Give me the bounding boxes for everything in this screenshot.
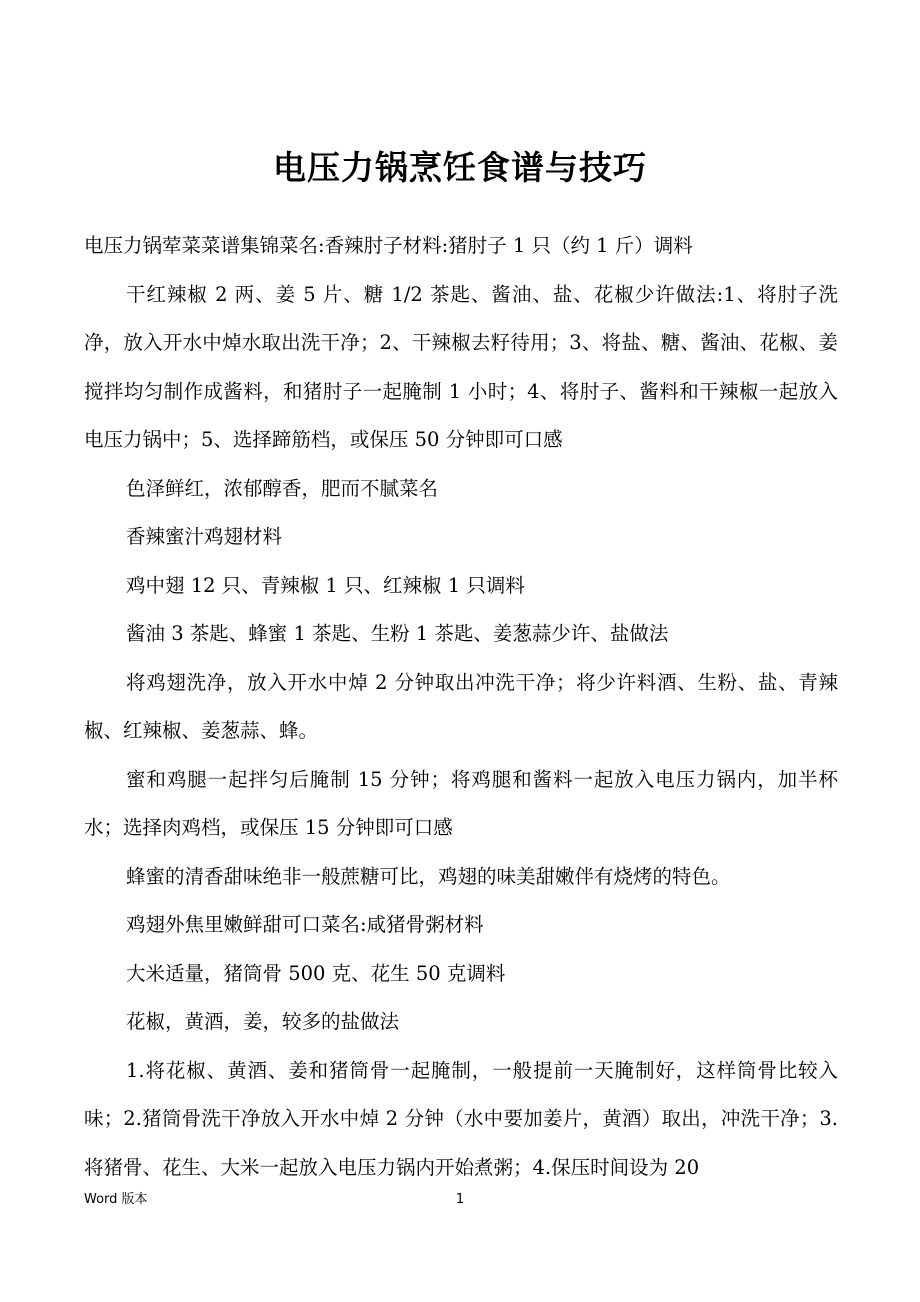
document-body xyxy=(84,222,838,1192)
paragraph-4: 香辣蜜汁鸡翅材料 xyxy=(126,525,283,548)
footer-version-label: Word 版本 xyxy=(84,1192,148,1207)
paragraph-2: 干红辣椒 2 两、姜 5 片、糖 1/2 茶匙、酱油、盐、花椒少许做法:1、将肘子洗净，放入开水中焯水取出洗干净；2、干辣椒去籽待用；3、将盐、糖、酱油、花椒、姜搅拌均匀制作成酱料，和猪肘子一起腌制 1 小时；4、将肘子、酱料和干辣椒一起放入电压力锅中；5、选择蹄筋档，或保压 50 分钟即可口感 xyxy=(84,282,838,451)
paragraph-5: 鸡中翅 12 只、青辣椒 1 只、红辣椒 1 只调料 xyxy=(126,573,525,597)
document-title: 电压力锅烹饪食谱与技巧 xyxy=(273,148,647,187)
footer-page-number: 1 xyxy=(455,1192,465,1207)
paragraph-7: 将鸡翅洗净，放入开水中焯 2 分钟取出冲洗干净；将少许料酒、生粉、盐、青辣椒、红辣椒、姜葱蒜、蜂。 xyxy=(84,670,838,742)
paragraph-3: 色泽鲜红，浓郁醇香，肥而不腻菜名 xyxy=(126,476,439,500)
paragraph-12: 花椒，黄酒，姜，较多的盐做法 xyxy=(126,1010,400,1033)
paragraph-1: 电压力锅荤菜菜谱集锦菜名:香辣肘子材料:猪肘子 1 只（约 1 斤）调料 xyxy=(84,234,693,257)
paragraph-9: 蜂蜜的清香甜味绝非一般蔗糖可比，鸡翅的味美甜嫩伴有烧烤的特色。 xyxy=(126,864,731,888)
paragraph-11: 大米适量，猪筒骨 500 克、花生 50 克调料 xyxy=(126,961,506,985)
paragraph-8: 蜜和鸡腿一起拌匀后腌制 15 分钟；将鸡腿和酱料一起放入电压力锅内，加半杯水；选择肉鸡档，或保压 15 分钟即可口感 xyxy=(84,767,838,839)
paragraph-6: 酱油 3 茶匙、蜂蜜 1 茶匙、生粉 1 茶匙、姜葱蒜少许、盐做法 xyxy=(126,622,669,645)
paragraph-10: 鸡翅外焦里嫩鲜甜可口菜名:咸猪骨粥材料 xyxy=(126,913,484,936)
paragraph-13: 1.将花椒、黄酒、姜和猪筒骨一起腌制，一般提前一天腌制好，这样筒骨比较入味；2.猪筒骨洗干净放入开水中焯 2 分钟（水中要加姜片，黄酒）取出，冲洗干净；3.将猪骨、花生、大米一起放入电压力锅内开始煮粥；4.保压时间设为 20 xyxy=(84,1058,838,1179)
